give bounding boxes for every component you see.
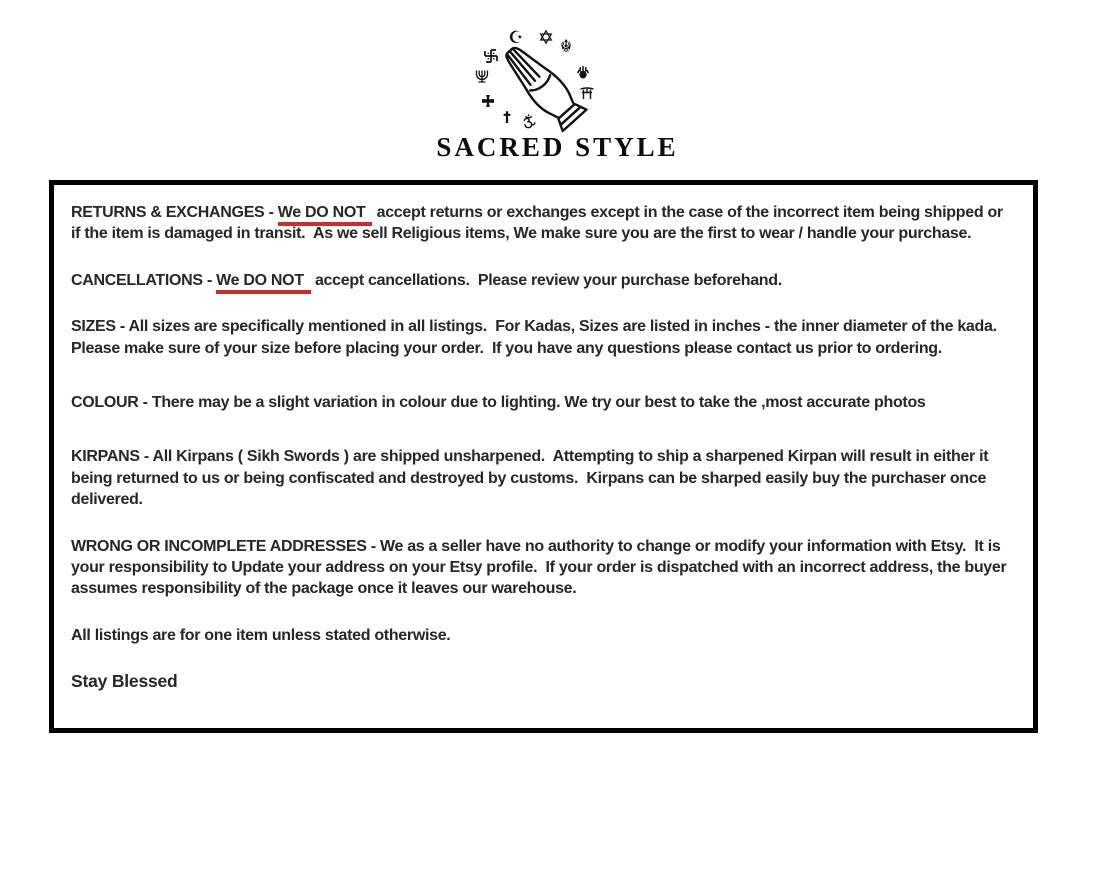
section-body: accept cancellations. Please review your purchase beforehand. xyxy=(310,271,782,289)
brand-title: SACRED STYLE xyxy=(436,132,679,162)
section-body: We as a seller have no authority to change or modify your information with Etsy. It is your responsibility to Update your address on your Etsy profile. If your order is dispatched with an incorrect address, the buyer assumes responsibility of the package once it leaves our warehouse. xyxy=(71,537,1011,598)
hamsa-icon xyxy=(575,64,591,80)
crescent-star-icon: ☪ xyxy=(508,28,524,48)
section-heading: CANCELLATIONS - xyxy=(71,271,217,289)
praying-hands-icon xyxy=(485,29,597,143)
section-heading: KIRPANS - xyxy=(71,448,153,466)
policy-section-cancellations xyxy=(71,270,1011,291)
khanda-icon: ☬ xyxy=(559,37,573,57)
section-heading: SIZES - xyxy=(71,318,129,336)
policy-section-colour xyxy=(71,392,1011,413)
policy-section-returns-exchanges xyxy=(71,202,1011,245)
section-body: All listings are for one item unless stated otherwise. xyxy=(71,626,451,644)
policy-note-single-item xyxy=(71,625,1011,646)
policy-section-sizes xyxy=(71,316,1011,359)
policy-section-addresses xyxy=(71,536,1011,600)
policy-section-kirpans xyxy=(71,446,1011,510)
policy-box xyxy=(49,180,1038,733)
section-body: There may be a slight variation in colour due to lighting. We try our best to take the ,most accurate photos xyxy=(151,394,926,412)
red-underlined-text: We DO NOT xyxy=(216,272,311,294)
section-body: All sizes are specifically mentioned in all listings. For Kadas, Sizes are listed in inches - the inner diameter of the kada. Please make sure of your size before placing your order. If you have any questions please contact us prior to ordering. xyxy=(71,318,1006,357)
cross-pattee-icon xyxy=(480,93,496,109)
logo-art xyxy=(455,20,625,132)
section-heading: COLOUR - xyxy=(71,394,152,412)
latin-cross-icon xyxy=(499,109,515,125)
signoff: Stay Blessed xyxy=(71,671,178,692)
section-heading: WRONG OR INCOMPLETE ADDRESSES - xyxy=(71,537,380,555)
logo xyxy=(0,0,1115,172)
section-body: accept returns or exchanges except in the case of the incorrect item being shipped or if the item is damaged in transit. As we sell Religious items, We make sure you are the first to wear / handle your purchase. xyxy=(71,204,1007,243)
red-underlined-text: We DO NOT xyxy=(278,204,373,226)
section-body: All Kirpans ( Sikh Swords ) are shipped unsharpened. Attempting to ship a sharpened Kirpan will result in either it being returned to us or being confiscated and destroyed by customs. Kirpans can be sharped easily buy the purchaser once delivered. xyxy=(71,448,993,509)
section-heading: RETURNS & EXCHANGES - xyxy=(71,204,278,221)
